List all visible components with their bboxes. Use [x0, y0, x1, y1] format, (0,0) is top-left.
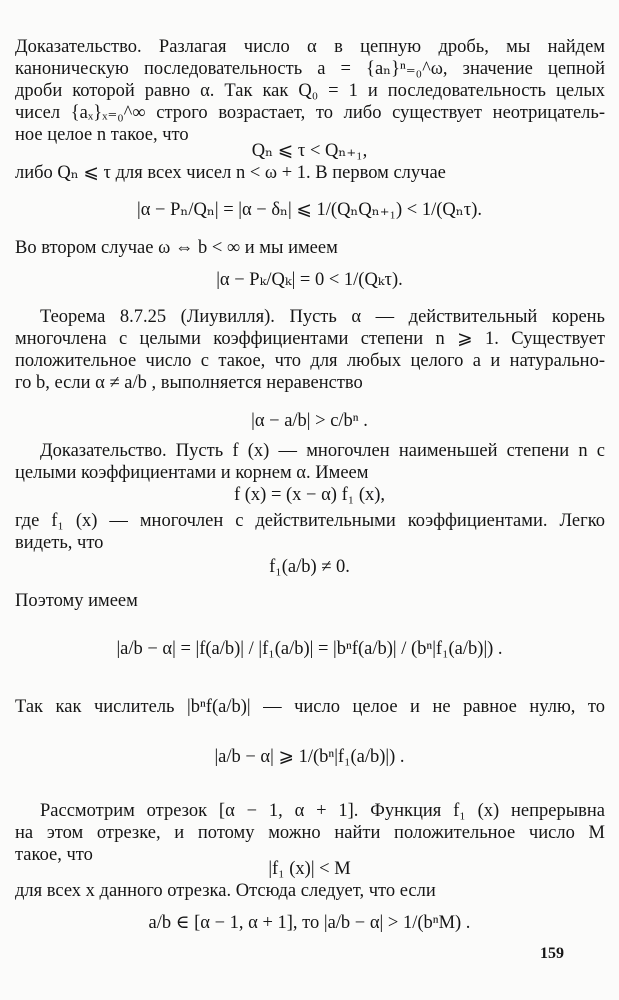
- formula-6: f₁(a/b) ≠ 0.: [269, 557, 350, 577]
- formula-9: |f₁ (x)| < M: [268, 859, 351, 879]
- theorem-line-2: многочлена с целыми коэффициентами степени n ⩾ 1. Существует: [15, 329, 605, 349]
- proof-line-2: целыми коэффициентами и корнем α. Имеем: [15, 463, 369, 483]
- theorem-line-1: Теорема 8.7.25 (Лиувилля). Пусть α — действительный корень: [40, 307, 605, 327]
- formula-1: Qₙ ⩽ τ < Qₙ₊₁,: [251, 141, 368, 161]
- proof-line-9: такое, что: [15, 845, 93, 865]
- formula-5: f (x) = (x − α) f₁ (x),: [233, 485, 386, 505]
- formula-7: |a/b − α| = |f(a/b)| / |f₁(a/b)| = |bⁿf(a/b)| / (bⁿ|f₁(a/b)|) .: [116, 639, 503, 659]
- text-line-7: Во втором случае ω ⇔ b < ∞ и мы имеем: [15, 238, 338, 258]
- page-number: 159: [540, 945, 564, 962]
- theorem-line-3: положительное число c такое, что для любых целого a и натурально-: [15, 351, 605, 371]
- proof-line-1: Доказательство. Пусть f (x) — многочлен наименьшей степени n с: [40, 441, 605, 461]
- formula-10: a/b ∈ [α − 1, α + 1], то |a/b − α| > 1/(bⁿM) .: [148, 913, 471, 933]
- text-line-6: либо Qₙ ⩽ τ для всех чисел n < ω + 1. В первом случае: [15, 163, 446, 183]
- text-line-2: каноническую последовательность a = {aₙ}ⁿ₌₀^ω, значение цепной: [15, 59, 605, 79]
- formula-4: |α − a/b| > c/bⁿ .: [251, 411, 368, 431]
- proof-line-7: Рассмотрим отрезок [α − 1, α + 1]. Функция f₁ (x) непрерывна: [40, 801, 605, 821]
- text-line-4: чисел {aₓ}ₓ₌₀^∞ строго возрастает, то либо существует неотрицатель-: [15, 103, 605, 123]
- proof-line-10: для всех x данного отрезка. Отсюда следует, что если: [15, 881, 436, 901]
- formula-8: |a/b − α| ⩾ 1/(bⁿ|f₁(a/b)|) .: [214, 747, 405, 767]
- text-line-1: Доказательство. Разлагая число α в цепную дробь, мы найдем: [15, 37, 605, 57]
- proof-line-4: видеть, что: [15, 533, 104, 553]
- formula-3: |α − Pₖ/Qₖ| = 0 < 1/(Qₖτ).: [216, 270, 403, 290]
- proof-line-5: Поэтому имеем: [15, 591, 138, 611]
- proof-line-3: где f₁ (x) — многочлен с действительными коэффициентами. Легко: [15, 511, 605, 531]
- theorem-line-4: го b, если α ≠ a/b , выполняется неравенство: [15, 373, 363, 393]
- text-line-3: дроби которой равно α. Так как Q₀ = 1 и последовательность целых: [15, 81, 605, 101]
- text-line-5: ное целое n такое, что: [15, 125, 189, 145]
- proof-line-6: Так как числитель |bⁿf(a/b)| — число целое и не равное нулю, то: [15, 697, 605, 717]
- proof-line-8: на этом отрезке, и потому можно найти положительное число M: [15, 823, 605, 843]
- formula-2: |α − Pₙ/Qₙ| = |α − δₙ| ⩽ 1/(QₙQₙ₊₁) < 1/(Qₙτ).: [137, 200, 482, 220]
